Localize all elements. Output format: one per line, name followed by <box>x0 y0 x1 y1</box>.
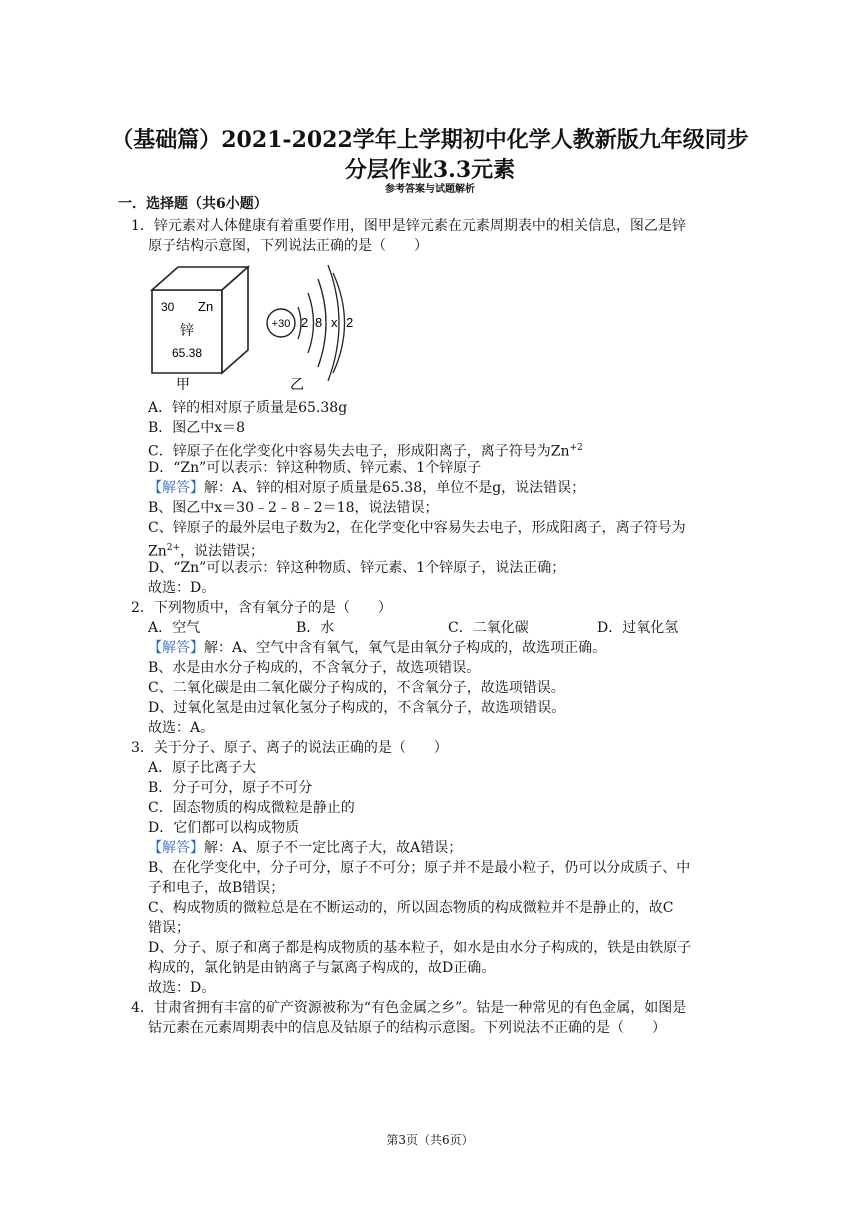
q3-option-b: B．分子可分，原子不可分 <box>148 780 313 796</box>
q1-option-c: C．锌原子在化学变化中容易失去电子，形成阳离子，离子符号为$Zn^{+2}$ <box>148 443 583 460</box>
periodic-cell <box>152 267 248 373</box>
q3-answer-line6: D、分子、原子和离子都是构成物质的基本粒子，如水是由水分子构成的，铁是由铁原子 <box>148 940 692 956</box>
q3-option-c: C．固态物质的构成微粒是静止的 <box>148 800 355 816</box>
q3-option-d: D．它们都可以构成物质 <box>148 820 300 836</box>
shell-4: 2 <box>346 315 354 330</box>
answer-tag: 【解答】 <box>148 480 204 496</box>
atomic-mass: 65.38 <box>172 346 203 360</box>
page-footer: 第3页（共6页） <box>386 1133 474 1147</box>
q1-option-b: B．图乙中x＝8 <box>148 420 246 436</box>
atomic-number: 30 <box>161 300 175 314</box>
q4-stem-line1: 4．甘肃省拥有丰富的矿产资源被称为“有色金属之乡”。钴是一种常见的有色金属，如图是 <box>131 1000 687 1016</box>
q2-option-a: A．空气 <box>148 620 201 636</box>
q1-stem-line2: 原子结构示意图，下列说法正确的是（ ） <box>148 238 428 254</box>
q4-stem-line2: 钴元素在元素周期表中的信息及钴原子的结构示意图。下列说法不正确的是（ ） <box>148 1020 666 1036</box>
q2-answer-line4: D、过氧化氢是由过氧化氢分子构成的，不含氧分子，故选项错误。 <box>148 700 566 716</box>
q1-answer-line4: $Zn^{2+}$，说法错误； <box>148 543 265 560</box>
q2-answer-line5: 故选：A。 <box>148 720 215 736</box>
page-title-line1: （基础篇）2021-2022学年上学期初中化学人教新版九年级同步 <box>111 127 749 153</box>
shell-2: 8 <box>315 315 323 330</box>
label-jia: 甲 <box>176 377 190 393</box>
zinc-figure <box>150 255 365 395</box>
shell-1: 2 <box>301 315 309 330</box>
answer-tag: 【解答】 <box>148 840 204 856</box>
q1-option-d: D．“Zn”可以表示：锌这种物质、锌元素、1个锌原子 <box>148 460 482 476</box>
q2-answer-line3: C、二氧化碳是由二氧化碳分子构成的，不含氧分子，故选项错误。 <box>148 680 565 696</box>
q1-answer-line2: B、图乙中x＝30﹣2﹣8﹣2＝18，说法错误； <box>148 500 439 516</box>
q1-option-a: A．锌的相对原子质量是65.38g <box>148 400 348 416</box>
shell-3: x <box>331 315 338 330</box>
q2-stem: 2．下列物质中，含有氧分子的是（ ） <box>131 600 392 616</box>
q3-answer-line3: 子和电子，故B错误； <box>148 880 285 896</box>
q2-answer-line2: B、水是由水分子构成的，不含氧分子，故选项错误。 <box>148 660 481 676</box>
q2-option-d: D．过氧化氢 <box>597 620 679 636</box>
q1-answer-line1: 【解答】解：A、锌的相对原子质量是65.38，单位不是g，说法错误； <box>148 480 586 496</box>
atom-structure-diagram <box>267 265 353 381</box>
q3-answer-line2: B、在化学变化中，分子可分，原子不可分；原子并不是最小粒子，仍可以分成质子、中 <box>148 860 691 876</box>
q3-option-a: A．原子比离子大 <box>148 760 257 776</box>
section-heading: 一．选择题（共6小题） <box>118 196 268 212</box>
page-subtitle: 参考答案与试题解析 <box>385 184 475 195</box>
q3-answer-line1: 【解答】解：A、原子不一定比离子大，故A错误； <box>148 840 463 856</box>
element-symbol: Zn <box>198 299 214 314</box>
q1-stem-line1: 1．锌元素对人体健康有着重要作用，图甲是锌元素在元素周期表中的相关信息，图乙是锌 <box>131 218 686 234</box>
element-name: 锌 <box>180 323 194 339</box>
q1-answer-line3: C、锌原子的最外层电子数为2，在化学变化中容易失去电子，形成阳离子，离子符号为 <box>148 520 686 536</box>
label-yi: 乙 <box>290 377 304 393</box>
page-title-line2: 分层作业3.3元素 <box>344 157 516 183</box>
q2-option-b: B．水 <box>296 620 335 636</box>
q2-answer-line1: 【解答】解：A、空气中含有氧气，氧气是由氧分子构成的，故选项正确。 <box>148 640 607 656</box>
q1-answer-line6: 故选：D。 <box>148 580 216 596</box>
q3-stem: 3．关于分子、原子、离子的说法正确的是（ ） <box>131 740 448 756</box>
q3-answer-line5: 错误； <box>148 920 190 936</box>
q3-answer-line4: C、构成物质的微粒总是在不断运动的，所以固态物质的构成微粒并不是静止的，故C <box>148 900 674 916</box>
nucleus-charge: +30 <box>271 318 291 330</box>
q2-option-c: C．二氧化碳 <box>448 620 529 636</box>
q1-answer-line5: D、“Zn”可以表示：锌这种物质、锌元素、1个锌原子，说法正确； <box>148 560 566 576</box>
answer-tag: 【解答】 <box>148 640 204 656</box>
q3-answer-line7: 构成的，氯化钠是由钠离子与氯离子构成的，故D正确。 <box>148 960 496 976</box>
q3-answer-line8: 故选：D。 <box>148 980 216 996</box>
